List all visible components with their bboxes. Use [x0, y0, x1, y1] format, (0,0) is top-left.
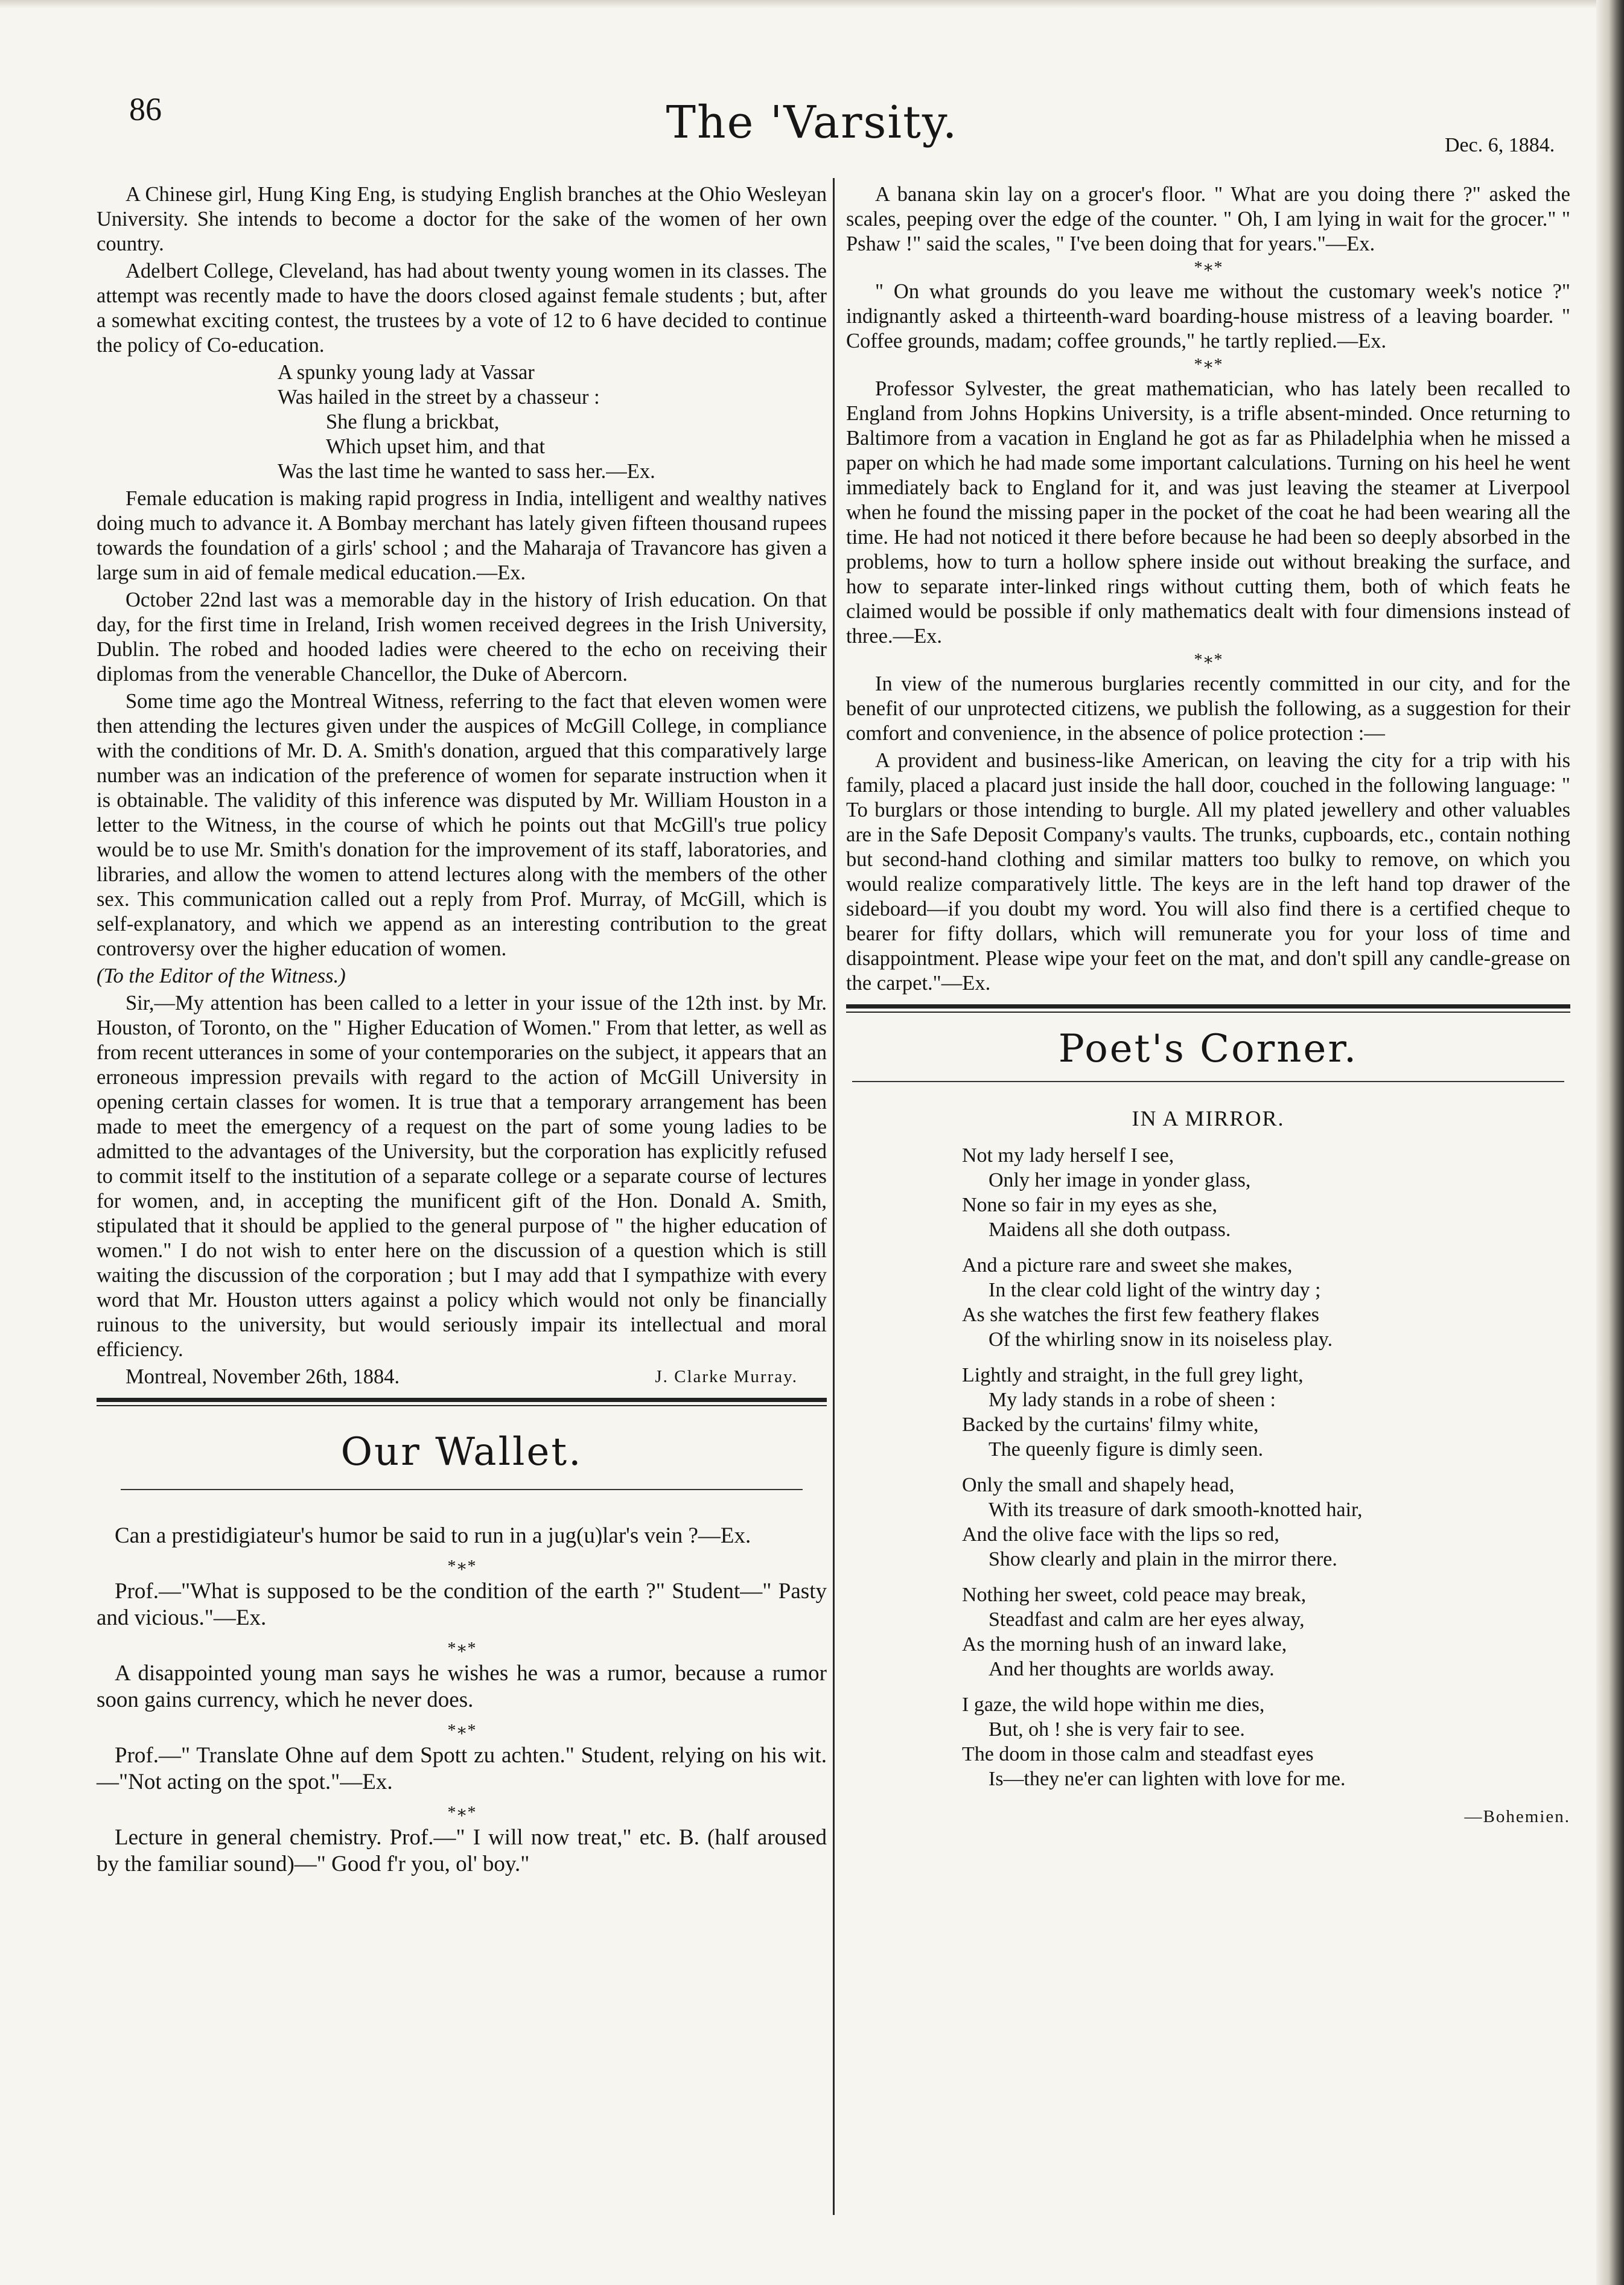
separator-asterisks: *∗*: [1194, 355, 1223, 374]
article-burglar-placard: A provident and business-like American, on leaving the city for a trip with his family, placed a placard just inside the hall door, couched in the following language: " To burglars or those intending to burgle. All my plated jewellery and other valuables are in the Safe Deposit Company's vaults. The trunks, cupboards, etc., contain nothing but second-hand clothing and similar matters too bulky to remove, on which you would realize comparatively little. The keys are in the left hand top drawer of the sideboard—if you doubt my word. You will also find there is a certified cheque to bearer for fifty dollars, which will remunerate you for your loss of time and disappointment. Please wipe your feet on the mat, and don't spill any candle-grease on the carpet."—Ex.: [846, 749, 1570, 995]
section-rule-thick: [97, 1398, 827, 1402]
poem-stanza: [962, 1143, 1570, 1242]
poets-corner-heading: Poet's Corner.: [1058, 1027, 1358, 1071]
article-burglaries-intro: In view of the numerous burglaries recently committed in our city, and for the benefit of our unprotected citizens, we publish the following, as a suggestion for their comfort and convenience, in the absence of police protection :—: [846, 672, 1570, 745]
poem-stanza: [962, 1253, 1570, 1352]
poem-line: My lady stands in a robe of sheen :: [989, 1389, 1276, 1411]
limerick-line: A spunky young lady at Vassar: [278, 361, 535, 384]
column-divider: [833, 178, 835, 2215]
right-column: [846, 182, 1570, 1829]
poem-line: Show clearly and plain in the mirror there.: [989, 1548, 1337, 1570]
poem-line: But, oh ! she is very fair to see.: [989, 1718, 1245, 1741]
poem-line: As she watches the first few feathery flakes: [962, 1304, 1319, 1326]
article-chinese-girl: A Chinese girl, Hung King Eng, is studying English branches at the Ohio Wesleyan University. She intends to become a doctor for the sake of the women of her own country.: [97, 183, 827, 255]
article-professor-sylvester: Professor Sylvester, the great mathematician, who has lately been recalled to England from Johns Hopkins University, is a trifle absent-minded. Once returning to Baltimore from a vacation in England he got as far as Philadelphia when he missed a paper on which he had made some important calculations. Turning on his heel he went immediately back to England for it, and was just leaving the steamer at Liverpool when he found the missing paper in the pocket of the coat he had been wearing all the time. He had not noticed it there before because he had been so deeply absorbed in the problems, how to turn a hollow sphere inside out without breaking the surface, and how to separate inter-linked rings without cutting them, both of which feats he claimed would be possible if only mathematics dealt with four dimensions instead of three.—Ex.: [846, 377, 1570, 648]
separator-asterisks: *∗*: [447, 1721, 476, 1740]
poem-line: As the morning hush of an inward lake,: [962, 1633, 1287, 1656]
poem-line: With its treasure of dark smooth-knotted hair,: [989, 1499, 1363, 1521]
poem-line: Only her image in yonder glass,: [989, 1169, 1251, 1191]
vassar-limerick: [278, 360, 827, 484]
poem-line: I gaze, the wild hope within me dies,: [962, 1694, 1265, 1716]
section-rule-thin: [846, 1012, 1570, 1013]
poem-in-a-mirror: [962, 1143, 1570, 1791]
poem-line: The doom in those calm and steadfast eyes: [962, 1743, 1314, 1765]
letter-signoff: [97, 1365, 827, 1389]
separator-asterisks: *∗*: [447, 1557, 476, 1576]
section-rule-thick: [846, 1004, 1570, 1009]
page-top-shadow: [0, 0, 1624, 8]
poem-line: Is—they ne'er can lighten with love for me.: [989, 1768, 1346, 1790]
page-number: 86: [129, 91, 162, 127]
wallet-section: [97, 1523, 827, 1878]
poem-stanza: [962, 1363, 1570, 1462]
article-banana-skin: A banana skin lay on a grocer's floor. " What are you doing there ?" asked the scales, peeping over the edge of the counter. " Oh, I am lying in wait for the grocer." " Pshaw !" said the scales, " I've been doing that for years."—Ex.: [846, 183, 1570, 255]
poem-title: IN A MIRROR.: [1132, 1106, 1285, 1130]
letter-signature: J. Clarke Murray.: [655, 1367, 798, 1386]
poem-line: And a picture rare and sweet she makes,: [962, 1254, 1293, 1276]
page-binding-edge: [1596, 0, 1624, 2285]
separator-asterisks: *∗*: [1194, 651, 1223, 669]
poem-line: Backed by the curtains' filmy white,: [962, 1413, 1259, 1436]
poem-line: In the clear cold light of the wintry day ;: [989, 1279, 1321, 1301]
letter-heading: (To the Editor of the Witness.): [97, 964, 346, 987]
poem-stanza: [962, 1692, 1570, 1791]
wallet-joke: Prof.—"What is supposed to be the condition of the earth ?" Student—" Pasty and vicious."—Ex.: [97, 1579, 827, 1630]
limerick-line: She flung a brickbat,: [326, 410, 500, 433]
article-india-education: Female education is making rapid progress in India, intelligent and wealthy natives doing much to advance it. A Bombay merchant has lately given fifteen thousand rupees towards the foundation of a girls' school ; and the Maharaja of Travancore has given a large sum in aid of female medical education.—Ex.: [97, 487, 827, 584]
wallet-joke: Prof.—" Translate Ohne auf dem Spott zu achten." Student, relying on his wit.—"Not acting on the spot."—Ex.: [97, 1743, 827, 1794]
letter-place-date: Montreal, November 26th, 1884.: [126, 1365, 400, 1388]
poem-stanza: [962, 1582, 1570, 1681]
poem-line: The queenly figure is dimly seen.: [989, 1438, 1264, 1461]
wallet-joke: A disappointed young man says he wishes he was a rumor, because a rumor soon gains currency, which he never does.: [97, 1661, 827, 1712]
limerick-line: Which upset him, and that: [326, 435, 546, 458]
poem-line: Not my lady herself I see,: [962, 1144, 1174, 1167]
limerick-line: Was hailed in the street by a chasseur :: [278, 386, 600, 409]
article-adelbert-college: Adelbert College, Cleveland, has had about twenty young women in its classes. The attempt was recently made to have the doors closed against female students ; but, after a somewhat exciting contest, the trustees by a vote of 12 to 6 have decided to continue the policy of Co-education.: [97, 260, 827, 357]
heading-underline: [852, 1081, 1564, 1082]
article-coffee-grounds: " On what grounds do you leave me without the customary week's notice ?" indignantly asked a thirteenth-ward boarding-house mistress of a leaving boarder. " Coffee grounds, madam; coffee grounds," he tartly replied.—Ex.: [846, 280, 1570, 352]
wallet-joke: Can a prestidigiateur's humor be said to run in a jug(u)lar's vein ?—Ex.: [115, 1523, 751, 1548]
poem-line: And the olive face with the lips so red,: [962, 1523, 1279, 1546]
letter-body: Sir,—My attention has been called to a letter in your issue of the 12th inst. by Mr. Houston, of Toronto, on the " Higher Education of Women." From that letter, as well as from recent utterances in some of your contemporaries on the subject, it appears that an erroneous impression prevails with regard to the action of McGill University in opening certain classes for women. It is true that a temporary arrangement has been made to meet the emergency of a request on the part of some young ladies to be admitted to the advantages of the University, but the corporation has explicitly refused to commit itself to the institution of a separate college or a separate course of lectures for women, and, in accepting the munificent gift of the Hon. Donald A. Smith, stipulated that it should be applied to the general purpose of " the higher education of women." I do not wish to enter here on the discussion of a question which is still waiting the discussion of the corporation ; but I may add that I sympathize with every word that Mr. Houston utters against a policy which would not only be financially ruinous to the university, but would seriously impair its intellectual and moral efficiency.: [97, 992, 827, 1361]
poem-line: Only the small and shapely head,: [962, 1474, 1235, 1496]
limerick-line: Was the last time he wanted to sass her.—Ex.: [278, 460, 655, 483]
left-column: [97, 182, 827, 1886]
separator-asterisks: *∗*: [1194, 258, 1223, 277]
poem-line: Nothing her sweet, cold peace may break,: [962, 1584, 1307, 1606]
article-irish-university: October 22nd last was a memorable day in the history of Irish education. On that day, for the first time in Ireland, Irish women received degrees in the Irish University, Dublin. The robed and hooded ladies were cheered to the echo on receiving their diplomas from the venerable Chancellor, the Duke of Abercorn.: [97, 588, 827, 686]
poem-line: Maidens all she doth outpass.: [989, 1219, 1231, 1241]
our-wallet-heading: Our Wallet.: [340, 1430, 583, 1474]
heading-underline: [121, 1489, 803, 1490]
article-mcgill-witness: Some time ago the Montreal Witness, referring to the fact that eleven women were then attending the lectures given under the auspices of McGill College, in compliance with the conditions of Mr. D. A. Smith's donation, argued that this comparatively large number was an indication of the preference of women for separate instruction when it is obtainable. The validity of this inference was disputed by Mr. William Houston in a letter to the Witness, in the course of which he points out that McGill's true policy would be to use Mr. Smith's donation for the improvement of its staff, laboratories, and libraries, and allow the women to attend lectures along with the members of the other sex. This communication called out a reply from Prof. Murray, of McGill, which is self-explanatory, and which we append as an interesting contribution to the great controversy over the higher education of women.: [97, 690, 827, 960]
poem-line: None so fair in my eyes as she,: [962, 1194, 1218, 1216]
separator-asterisks: *∗*: [447, 1639, 476, 1658]
separator-asterisks: *∗*: [447, 1803, 476, 1822]
poem-line: Lightly and straight, in the full grey light,: [962, 1364, 1304, 1386]
masthead-title: The 'Varsity.: [666, 97, 958, 148]
poem-line: And her thoughts are worlds away.: [989, 1658, 1275, 1680]
issue-date: Dec. 6, 1884.: [1445, 134, 1555, 156]
wallet-joke: Lecture in general chemistry. Prof.—" I will now treat," etc. B. (half aroused by the familiar sound)—" Good f'r you, ol' boy.": [97, 1825, 827, 1876]
poem-stanza: [962, 1473, 1570, 1572]
poem-signature: —Bohemien.: [1464, 1807, 1570, 1826]
poem-line: Steadfast and calm are her eyes alway,: [989, 1608, 1305, 1631]
poem-line: Of the whirling snow in its noiseless play.: [989, 1328, 1333, 1351]
section-rule-thin: [97, 1405, 827, 1406]
